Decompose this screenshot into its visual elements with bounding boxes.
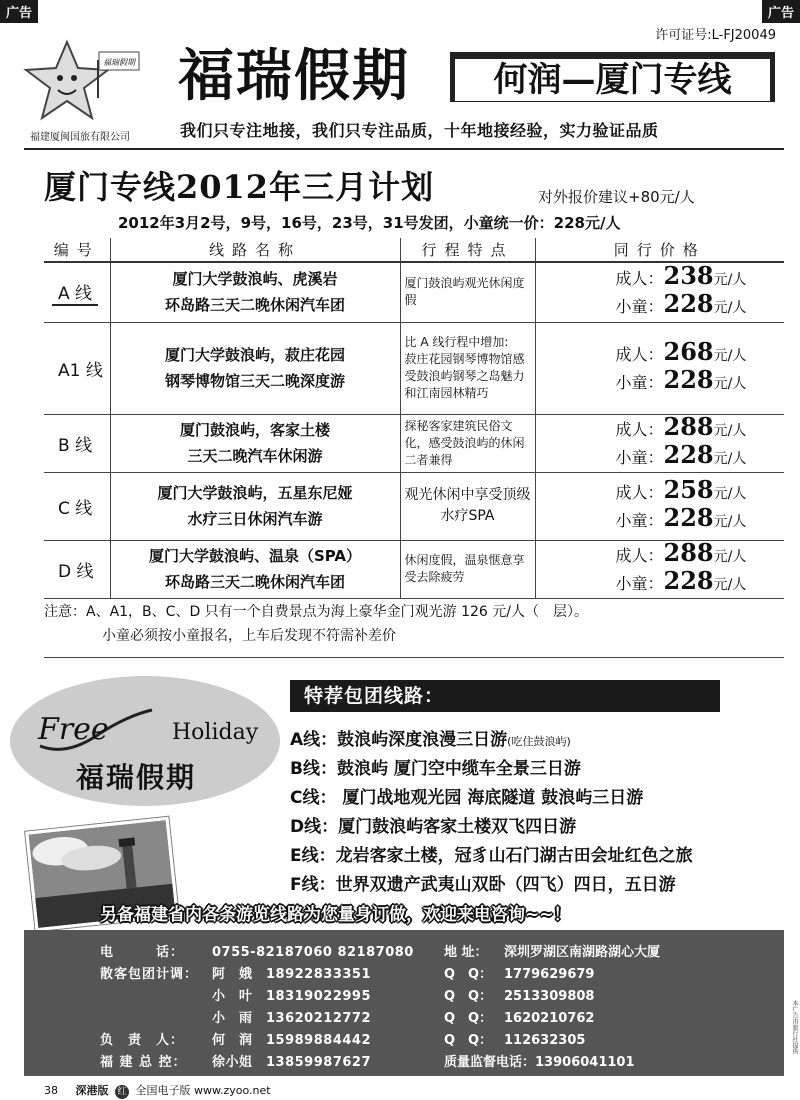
adult-price: 成人：268元/人 xyxy=(615,337,747,366)
route-name-line1: 厦门大学鼓浪屿，五星东尼娅 xyxy=(157,484,353,502)
page-number: 38 xyxy=(44,1084,58,1097)
license-number: 许可证号:L-FJ20049 xyxy=(655,28,776,43)
list-item: D线：厦门鼓浪屿客家土楼双飞四日游 xyxy=(290,817,577,837)
footer-row: 小 叶 18319022995 xyxy=(212,989,371,1004)
notes xyxy=(44,600,784,658)
route-title-box xyxy=(450,52,775,102)
route-code: D 线 xyxy=(58,561,94,582)
child-price: 小童：228元/人 xyxy=(615,503,747,532)
footer-row: 电 话： 0755-82187060 82187080 xyxy=(100,945,414,960)
footer-row: 负 责 人： 何 润 15989884442 xyxy=(100,1033,371,1048)
header-price: 同行价格 xyxy=(535,238,784,262)
footer-row: Q Q： 112632305 xyxy=(444,1033,586,1048)
star-mascot-logo xyxy=(22,38,142,128)
list-item: A线：鼓浪屿深度浪漫三日游(吃住鼓浪屿) xyxy=(290,730,571,750)
route-feature: 探秘客家建筑民俗文化，感受鼓浪屿的休闲二者兼得 xyxy=(400,414,535,472)
route-code: B 线 xyxy=(58,435,93,456)
contact-footer xyxy=(24,930,784,1076)
brand-title: 福瑞假期 xyxy=(178,43,410,109)
logo-flag-text: 福瑞假期 xyxy=(103,58,135,67)
route-feature: 休闲度假，温泉惬意享受去除疲劳 xyxy=(400,540,535,598)
free-text: Free xyxy=(38,712,109,747)
table-row xyxy=(44,414,784,472)
side-disclaimer: 本广告由旅行社提供 xyxy=(791,1000,798,1054)
table-row xyxy=(44,540,784,598)
holiday-text: Holiday xyxy=(172,720,259,745)
list-item: E线：龙岩客家土楼，冠豸山石门湖古田会址红色之旅 xyxy=(290,846,693,866)
table-row xyxy=(44,262,784,322)
tagline: 我们只专注地接，我们只专注品质，十年地接经验，实力验证品质 xyxy=(180,121,659,140)
header-divider xyxy=(24,148,784,150)
route-feature: 菽庄花园钢琴博物馆感受鼓浪屿钢琴之岛魅力和江南园林精巧 xyxy=(404,352,525,400)
edition-label: 深港版 xyxy=(75,1084,109,1097)
route-name-line2: 环岛路三天二晚休闲汽车团 xyxy=(164,296,345,315)
route-feature: 厦门鼓浪屿观光休闲度假 xyxy=(400,262,535,322)
route-code: A1 线 xyxy=(58,360,103,381)
page-footer xyxy=(44,1082,271,1099)
footer-row: Q Q： 1620210762 xyxy=(444,1011,595,1026)
child-price: 小童：228元/人 xyxy=(615,566,747,595)
list-item: C线： 厦门战地观光园 海底隧道 鼓浪屿三日游 xyxy=(290,788,644,808)
route-name-line1: 厦门大学鼓浪屿，菽庄花园 xyxy=(164,346,345,364)
header-name: 线路名称 xyxy=(110,238,400,262)
header-code: 编号 xyxy=(44,238,110,262)
adult-price: 成人：238元/人 xyxy=(615,261,747,291)
note-line-1: 注意：A、A1，B、C、D 只有一个自费景点为海上豪华金门观光游 126 元/人（ 层）。 xyxy=(44,604,589,620)
online-edition: 全国电子版 www.zyoo.net xyxy=(135,1084,271,1097)
footer-row: Q Q： 1779629679 xyxy=(444,967,595,982)
route-feature: 观光休闲中享受顶级水疗SPA xyxy=(400,472,535,540)
table-header-row xyxy=(44,238,784,262)
departure-dates: 2012年3月2号，9号，16号，23号，31号发团，小童统一价：228元/人 xyxy=(118,214,621,232)
plan-table xyxy=(44,238,784,599)
footer-row: 地 址： 深圳罗湖区南湖路湖心大厦 xyxy=(444,945,661,960)
route-code: A 线 xyxy=(52,279,98,306)
company-name: 福建厦闽国旅有限公司 xyxy=(30,132,130,143)
route-name-line1: 厦门大学鼓浪屿、温泉（SPA） xyxy=(148,547,362,565)
table-row xyxy=(44,322,784,414)
ad-tag-right: 广告 xyxy=(762,0,800,23)
contact-slogan: 另备福建省内各条游览线路为您量身订做，欢迎来电咨询~~！ xyxy=(100,905,571,925)
adult-price: 成人：288元/人 xyxy=(615,538,747,567)
route-name-line2: 环岛路三天二晚休闲汽车团 xyxy=(164,573,345,591)
header-feature: 行程特点 xyxy=(400,238,535,262)
route-code: C 线 xyxy=(58,498,93,519)
free-holiday-brand: 福瑞假期 xyxy=(76,761,197,794)
adult-price: 成人：288元/人 xyxy=(615,412,747,441)
route-name-line2: 钢琴博物馆三天二晚深度游 xyxy=(164,372,345,390)
route-feature-head: 比 A 线行程中增加: xyxy=(404,335,509,349)
special-routes-list xyxy=(290,726,790,900)
footer-row: Q Q： 2513309808 xyxy=(444,989,595,1004)
table-row xyxy=(44,472,784,540)
note-line-2: 小童必须按小童报名，上车后发现不符需补差价 xyxy=(102,628,396,644)
route-name-line2: 水疗三日休闲汽车游 xyxy=(187,510,323,528)
route-name-line2: 三天二晚汽车休闲游 xyxy=(187,447,323,465)
child-price: 小童：228元/人 xyxy=(615,365,747,394)
list-item: F线：世界双遗产武夷山双卧（四飞）四日，五日游 xyxy=(290,875,676,895)
child-price: 小童：228元/人 xyxy=(615,289,747,319)
main-title: 厦门专线2012年三月计划 xyxy=(44,168,435,206)
footer-row: 散客包团计调： 阿 娥 18922833351 xyxy=(100,967,371,982)
route-name-line1: 厦门大学鼓浪屿、虎溪岩 xyxy=(172,270,338,289)
route-title: 何润—厦门专线 xyxy=(455,59,770,101)
child-price: 小童：228元/人 xyxy=(615,440,747,469)
price-note: 对外报价建议+80元/人 xyxy=(538,188,695,206)
footer-row: 小 雨 13620212772 xyxy=(212,1011,371,1026)
adult-price: 成人：258元/人 xyxy=(615,475,747,504)
footer-row: 福 建 总 控： 徐小姐 13859987627 xyxy=(100,1055,371,1070)
footer-row: 质量监督电话：13906041101 xyxy=(444,1055,635,1070)
ad-tag-left: 广告 xyxy=(0,0,38,23)
special-routes-title: 特荐包团线路： xyxy=(290,680,720,712)
list-item: B线：鼓浪屿 厦门空中缆车全景三日游 xyxy=(290,759,581,779)
edition-circle-icon: 红 xyxy=(115,1085,129,1099)
route-name-line1: 厦门鼓浪屿，客家土楼 xyxy=(179,421,330,439)
